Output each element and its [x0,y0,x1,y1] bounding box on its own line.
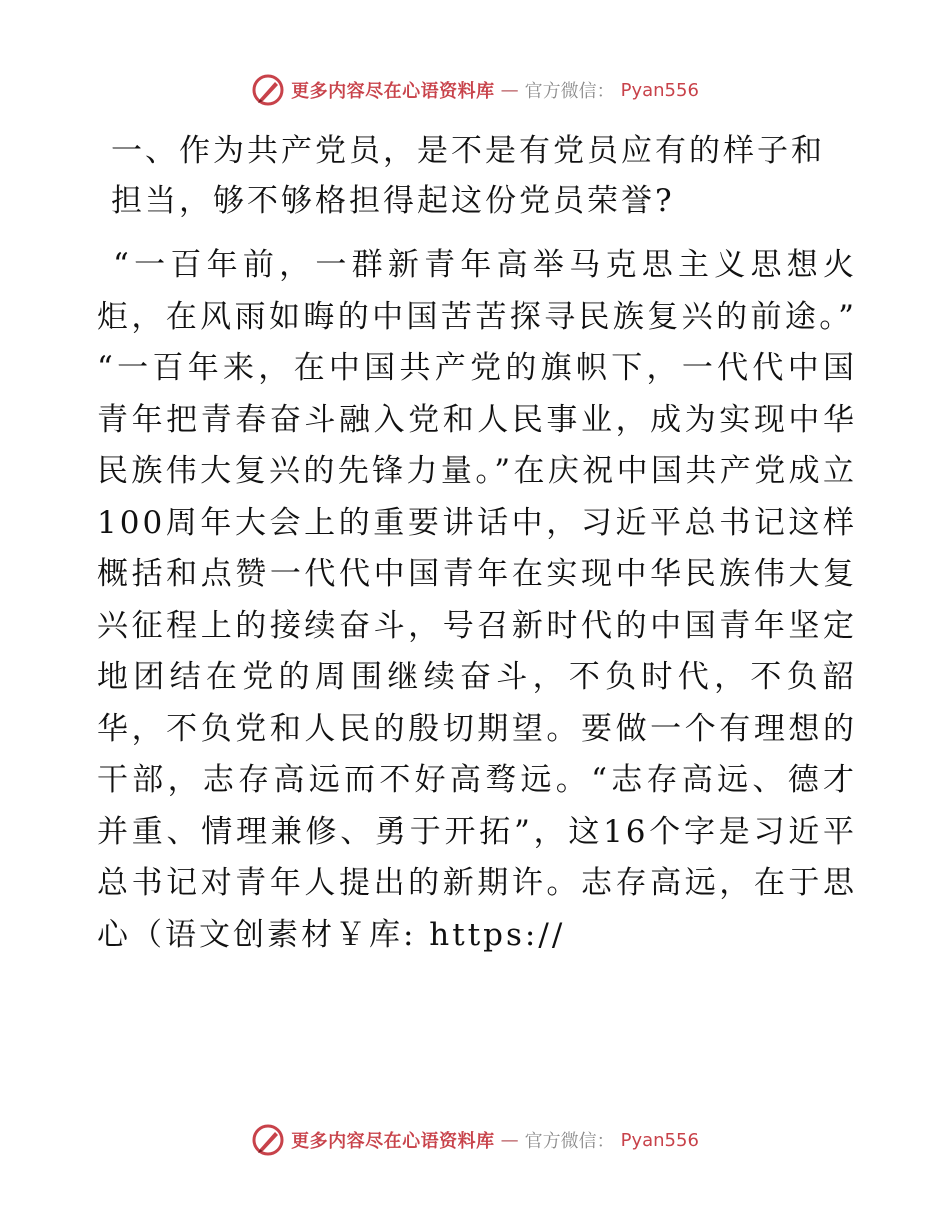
document-body [97,126,857,961]
banner-wechat-label: 官方微信： [524,1131,615,1152]
banner-main-text: 更多内容尽在心语资料库 [291,1131,495,1152]
header-banner [0,70,950,110]
banner-wechat-id: Pyan556 [620,79,699,101]
pen-logo-icon [251,1123,285,1157]
section-heading: 一、作为共产党员，是不是有党员应有的样子和担当，够不够格担得起这份党员荣誉? [111,133,825,219]
banner-separator: — [500,1129,519,1151]
banner-wechat-label: 官方微信： [524,81,615,102]
pen-logo-icon [251,73,285,107]
banner-main-text: 更多内容尽在心语资料库 [291,81,495,102]
banner-separator: — [500,79,519,101]
footer-banner [0,1120,950,1160]
banner-wechat-id: Pyan556 [620,1129,699,1151]
body-paragraph: “一百年前，一群新青年高举马克思主义思想火炬，在风雨如晦的中国苦苦探寻民族复兴的前途。” “一百年来，在中国共产党的旗帜下，一代代中国青年把青春奋斗融入党和人民事业，成为实现中华民族伟大复兴的先锋力量。”在庆祝中国共产党成立100周年大会上的重要讲话中，习近平总书记这样概括和点赞一代代中国青年在实现中华民族伟大复兴征程上的接续奋斗，号召新时代的中国青年坚定地团结在党的周围继续奋斗，不负时代，不负韶华，不负党和人民的殷切期望。要做一个有理想的干部，志存高远而不好高骛远。“志存高远、德才并重、情理兼修、勇于开拓”，这16个字是习近平总书记对青年人提出的新期许。志存高远，在于思心（语文创素材￥库: https:// [97,247,857,953]
